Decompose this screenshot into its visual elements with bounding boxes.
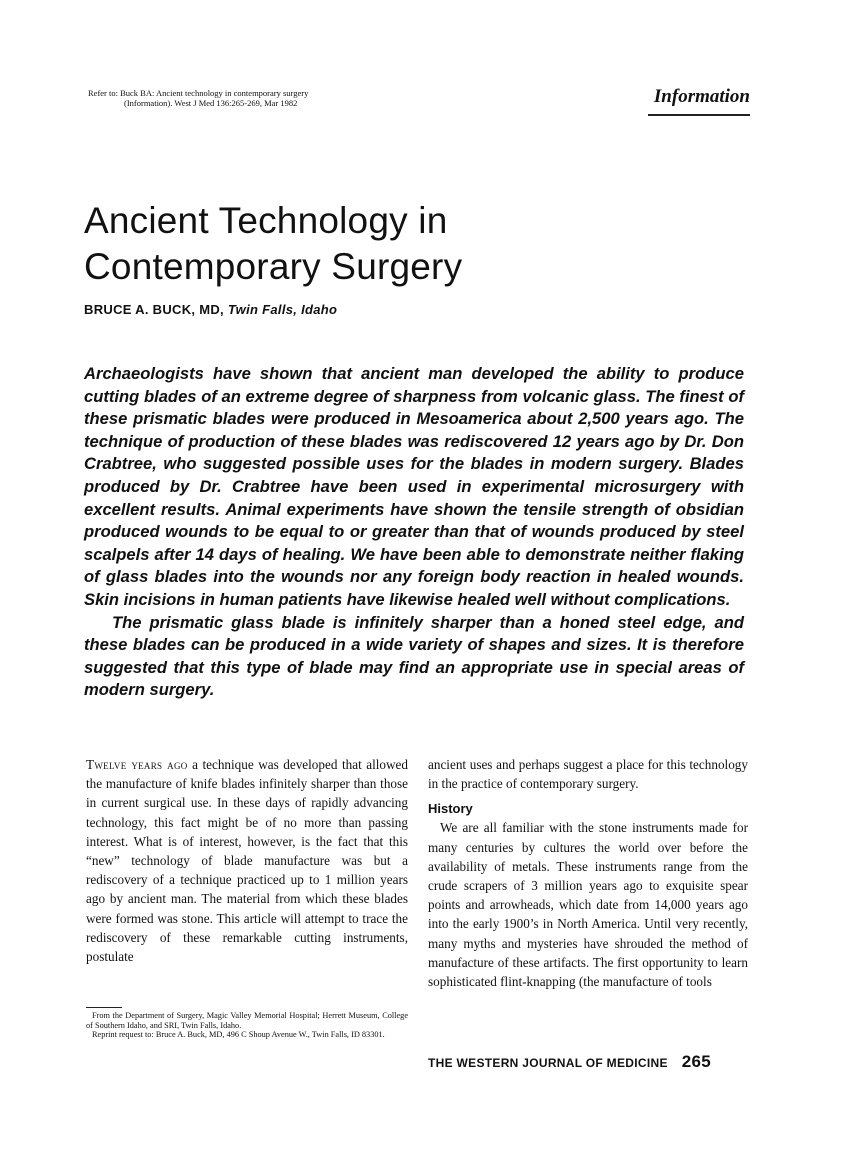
abstract-paragraph-2: The prismatic glass blade is infinitely sharper than a honed steel edge, and these blades can be produced in a wide variety of shapes and sizes. It is therefore suggested that this type of blade may find an appropriate use in special areas of modern surgery. [84,612,744,700]
body-column-right [428,755,748,991]
abstract [84,363,744,702]
history-heading: History [428,801,473,817]
body-text-right-2: We are all familiar with the stone instruments made for many centuries by cultures the world over before the availability of metals. These instruments range from the crude scrapers of 3 million years ago to exquisite spear points and arrowheads, which date from 14,000 years ago into the early 1900’s in North America. Until very recently, many myths and mysteries have shrouded the method of manufacture of these artifacts. The first opportunity to learn sophisticated flint-knapping (the manufacture of tools [428,820,748,990]
footnotes [86,1011,408,1040]
ref-line-1: Buck BA: Ancient technology in contemporary surgery [120,88,309,98]
body-text-left: a technique was developed that allowed the manufacture of knife blades infinitely sharper than those in current surgical use. In these days of rapidly advancing technology, this fact might be of no more than passing interest. What is of interest, however, is the fact that this “new” technology of blade manufacture was but a rediscovery of a technique practiced up to 1 million years ago by ancient man. The material from which these blades were formed was stone. This article will attempt to trace the rediscovery of these remarkable cutting instruments, postulate [86,757,408,965]
footnote-reprint: Reprint request to: Bruce A. Buck, MD, 496 C Shoup Avenue W., Twin Falls, ID 83301. [92,1030,385,1040]
lead-in: Twelve years ago [86,757,188,772]
abstract-paragraph-1: Archaeologists have shown that ancient man developed the ability to produce cutting blades of an extreme degree of sharpness from volcanic glass. The finest of these prismatic blades were produced in Mesoamerica about 2,500 years ago. The technique of production of these blades was rediscovered 12 years ago by Dr. Don Crabtree, who suggested possible uses for the blades in modern surgery. Blades produced by Dr. Crabtree have been used in experimental microsurgery with excellent results. Animal experiments have shown the tensile strength of obsidian produced wounds to be equal to or greater than that of wounds produced by steel scalpels after 14 days of healing. We have been able to demonstrate neither flaking of glass blades into the wounds nor any foreign body reaction in healed wounds. Skin incisions in human patients have likewise healed well without complications. [84,364,744,609]
section-label: Information [653,86,750,107]
ref-label: Refer to: [88,88,118,98]
title-line-1: Ancient Technology in [84,200,448,241]
footnote-rule [86,1007,122,1008]
section-rule [648,114,750,116]
ref-line-2: (Information). West J Med 136:265-269, Mar 1982 [124,98,298,108]
journal-name: THE WESTERN JOURNAL OF MEDICINE [428,1056,668,1070]
author-name: BRUCE A. BUCK, MD, [84,302,224,317]
article-title [84,198,684,290]
byline [84,302,337,317]
title-line-2: Contemporary Surgery [84,246,463,287]
author-location: Twin Falls, Idaho [227,302,338,317]
body-text-right-1: ancient uses and perhaps suggest a place for this technology in the practice of contemporary surgery. [428,757,748,792]
body-column-left [86,755,408,966]
page-number: 265 [681,1052,712,1071]
footnote-affiliation: From the Department of Surgery, Magic Valley Memorial Hospital; Herrett Museum, College of Southern Idaho, and SRI, Twin Falls, Idaho. [86,1011,408,1030]
page-footer [428,1052,748,1072]
citation-reference [88,88,508,108]
